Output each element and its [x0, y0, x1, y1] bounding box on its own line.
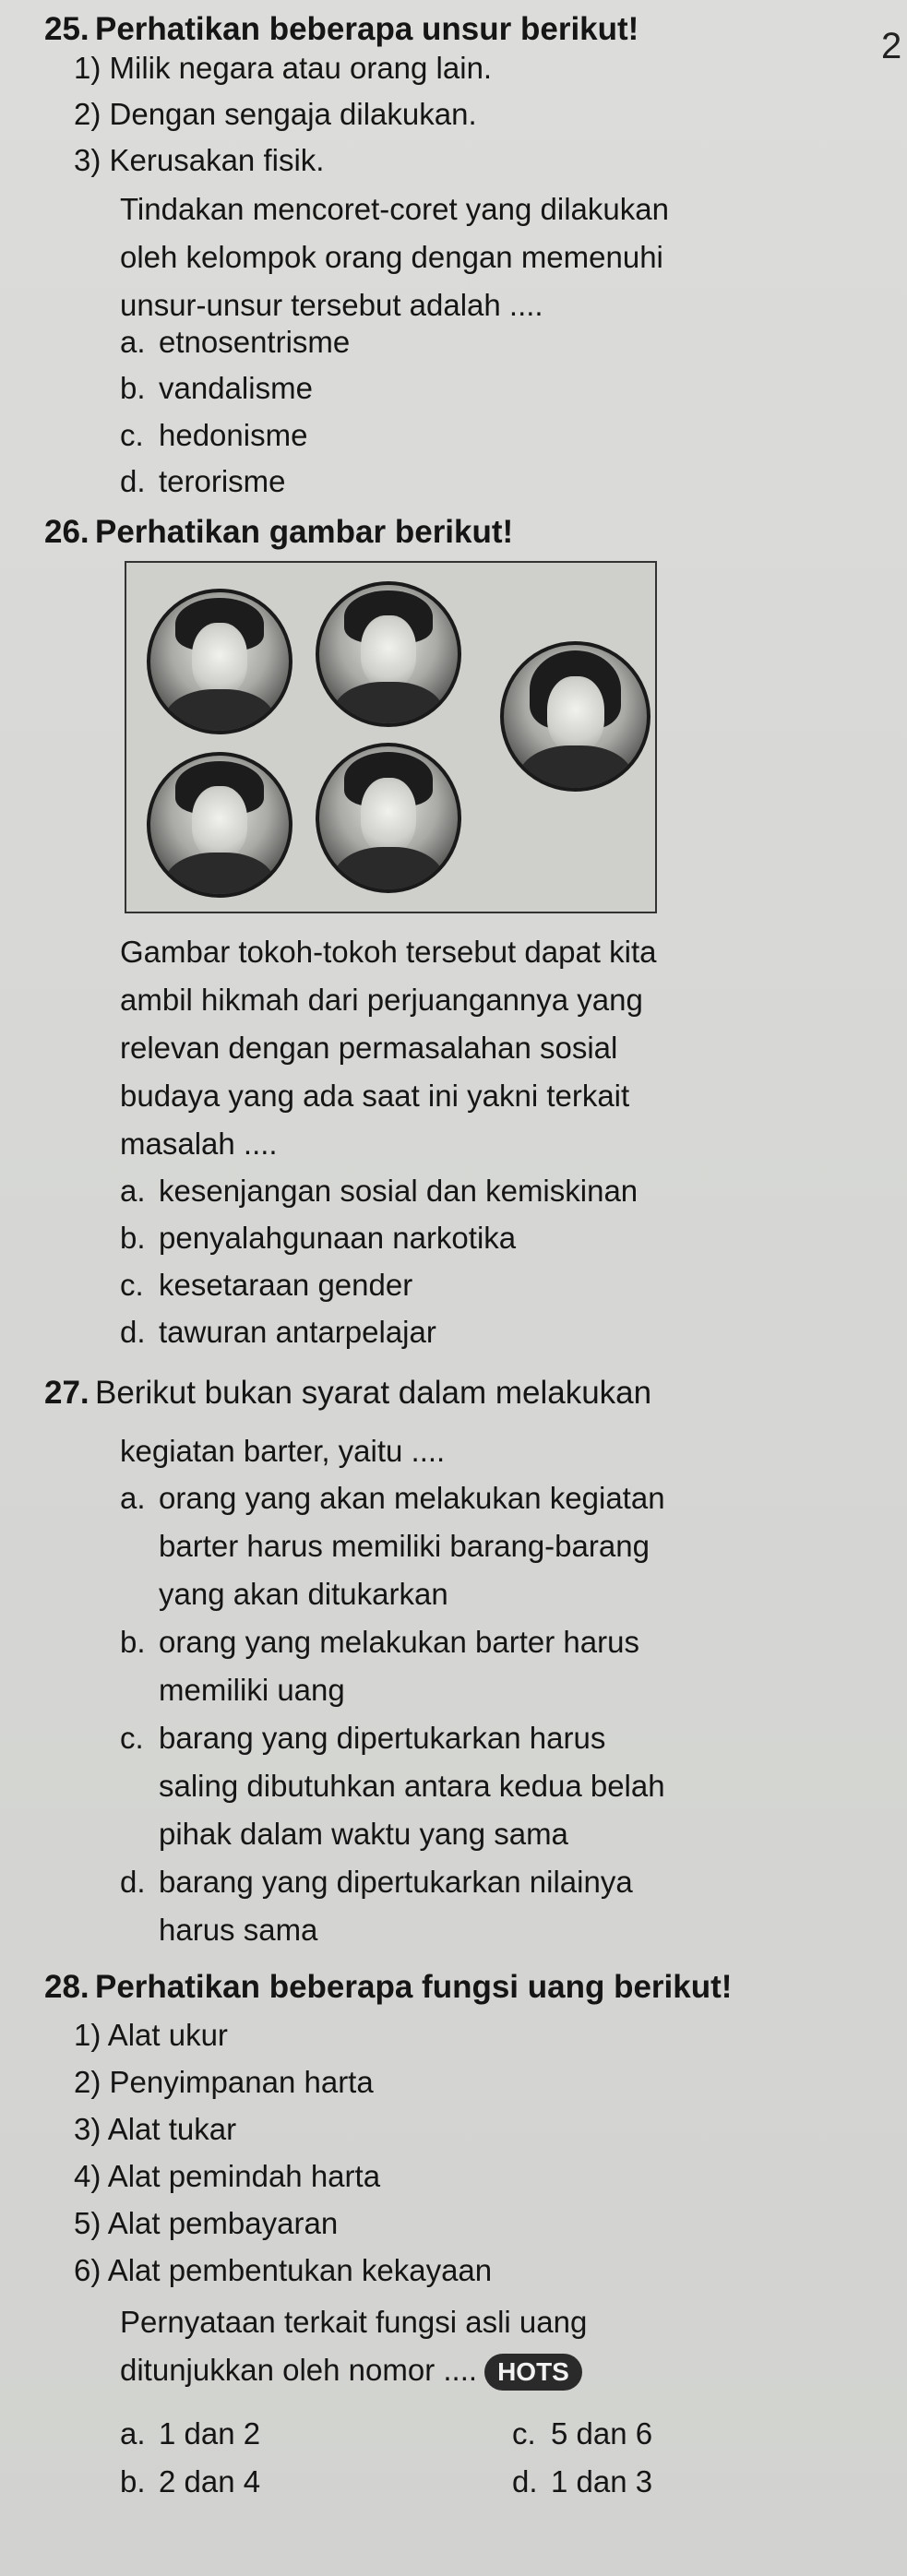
option-label: d.: [512, 2464, 538, 2498]
q26-paragraph-line: ambil hikmah dari perjuangannya yang: [120, 983, 643, 1017]
option-label: a.: [120, 1174, 146, 1208]
q28-paragraph-line: [120, 2345, 582, 2394]
q25-option-b: [120, 364, 313, 412]
q27-option-a-line: barter harus memiliki barang-barang: [159, 1529, 650, 1563]
option-text: penyalahgunaan narkotika: [159, 1221, 517, 1255]
question-stem: Perhatikan gambar berikut!: [95, 514, 514, 550]
q25-option-c: [120, 411, 307, 459]
option-text: barang yang dipertukarkan harus: [159, 1721, 606, 1755]
q26-option-a: [120, 1167, 638, 1215]
q28-option-d: [512, 2458, 652, 2506]
q26-paragraph-line: Gambar tokoh-tokoh tersebut dapat kita: [120, 935, 657, 969]
q28-option-a: [120, 2410, 260, 2458]
portrait-dewi-sartika-icon: [316, 581, 461, 727]
question-number: 28.: [44, 1969, 90, 2005]
option-label: c.: [512, 2416, 536, 2451]
option-label: d.: [120, 464, 146, 498]
q27-option-b-line: memiliki uang: [159, 1673, 345, 1707]
q25-option-d: [120, 458, 286, 506]
option-text: vandalisme: [159, 371, 313, 405]
option-label: d.: [120, 1315, 146, 1349]
option-text: orang yang akan melakukan kegiatan: [159, 1481, 665, 1515]
option-text: barang yang dipertukarkan nilainya: [159, 1865, 633, 1899]
q28-option-b: [120, 2458, 260, 2506]
option-label: a.: [120, 325, 146, 359]
question-stem: Berikut bukan syarat dalam melakukan: [95, 1375, 652, 1411]
option-text: 1 dan 3: [551, 2464, 653, 2498]
option-text: 1 dan 2: [159, 2416, 261, 2451]
question-27-header: [44, 1368, 865, 1417]
portrait-martha-christina-tiahahu-icon: [147, 752, 292, 898]
q28-item-6: 6) Alat pembentukan kekayaan: [74, 2253, 493, 2287]
page-corner-number: 2: [881, 26, 902, 66]
q27-option-b: [120, 1618, 639, 1666]
q28-item-5: 5) Alat pembayaran: [74, 2206, 339, 2240]
q26-paragraph-line: relevan dengan permasalahan sosial: [120, 1031, 618, 1065]
option-label: b.: [120, 1625, 146, 1659]
hots-badge: HOTS: [484, 2354, 582, 2391]
q26-paragraph-line: masalah ....: [120, 1127, 278, 1161]
q26-option-d: [120, 1308, 436, 1356]
q27-option-c-line: saling dibutuhkan antara kedua belah: [159, 1769, 665, 1803]
question-28-header: [44, 1962, 865, 2011]
option-text: orang yang melakukan barter harus: [159, 1625, 639, 1659]
q27-option-d-line: harus sama: [159, 1913, 318, 1947]
option-label: a.: [120, 1481, 146, 1515]
question-26-header: [44, 507, 865, 556]
option-label: c.: [120, 1268, 144, 1302]
option-text: 2 dan 4: [159, 2464, 261, 2498]
q25-item-3: 3) Kerusakan fisik.: [74, 143, 325, 177]
option-label: b.: [120, 371, 146, 405]
option-text: hedonisme: [159, 418, 308, 452]
q28-item-3: 3) Alat tukar: [74, 2112, 237, 2146]
q27-option-c: [120, 1714, 605, 1762]
q27-option-a: [120, 1474, 665, 1522]
q28-item-1: 1) Alat ukur: [74, 2018, 228, 2052]
option-text: terorisme: [159, 464, 286, 498]
question-number: 25.: [44, 11, 90, 47]
question-stem: Perhatikan beberapa fungsi uang berikut!: [95, 1969, 733, 2005]
q27-option-a-line: yang akan ditukarkan: [159, 1577, 448, 1611]
option-label: b.: [120, 2464, 146, 2498]
option-label: c.: [120, 1721, 144, 1755]
question-number: 27.: [44, 1375, 90, 1411]
portrait-maria-walanda-maramis-icon: [316, 743, 461, 893]
option-text: etnosentrisme: [159, 325, 351, 359]
portrait-kartini-icon: [147, 589, 292, 734]
option-text: kesenjangan sosial dan kemiskinan: [159, 1174, 638, 1208]
q25-paragraph-line: Tindakan mencoret-coret yang dilakukan: [120, 192, 669, 226]
portrait-cut-nyak-dhien-icon: [500, 641, 650, 792]
option-label: c.: [120, 418, 144, 452]
q28-item-4: 4) Alat pemindah harta: [74, 2159, 381, 2193]
q25-paragraph-line: unsur-unsur tersebut adalah ....: [120, 288, 543, 322]
q27-stem-line: kegiatan barter, yaitu ....: [120, 1434, 446, 1468]
q26-option-c: [120, 1261, 412, 1309]
heroines-portrait-figure: [125, 561, 657, 913]
q25-item-1: 1) Milik negara atau orang lain.: [74, 51, 493, 85]
option-label: a.: [120, 2416, 146, 2451]
option-label: d.: [120, 1865, 146, 1899]
option-label: b.: [120, 1221, 146, 1255]
q28-item-2: 2) Penyimpanan harta: [74, 2065, 374, 2099]
q25-paragraph-line: oleh kelompok orang dengan memenuhi: [120, 240, 663, 274]
q26-option-b: [120, 1214, 516, 1262]
q25-item-2: 2) Dengan sengaja dilakukan.: [74, 97, 477, 131]
q25-option-a: [120, 318, 350, 366]
question-stem: Perhatikan beberapa unsur berikut!: [95, 11, 639, 47]
option-text: tawuran antarpelajar: [159, 1315, 436, 1349]
q27-option-c-line: pihak dalam waktu yang sama: [159, 1817, 568, 1851]
q26-paragraph-line: budaya yang ada saat ini yakni terkait: [120, 1079, 630, 1113]
question-number: 26.: [44, 514, 90, 550]
q28-paragraph-text: ditunjukkan oleh nomor ....: [120, 2353, 478, 2387]
option-text: 5 dan 6: [551, 2416, 653, 2451]
q27-option-d: [120, 1858, 633, 1906]
option-text: kesetaraan gender: [159, 1268, 413, 1302]
q28-paragraph-line: Pernyataan terkait fungsi asli uang: [120, 2305, 588, 2339]
q28-option-c: [512, 2410, 652, 2458]
